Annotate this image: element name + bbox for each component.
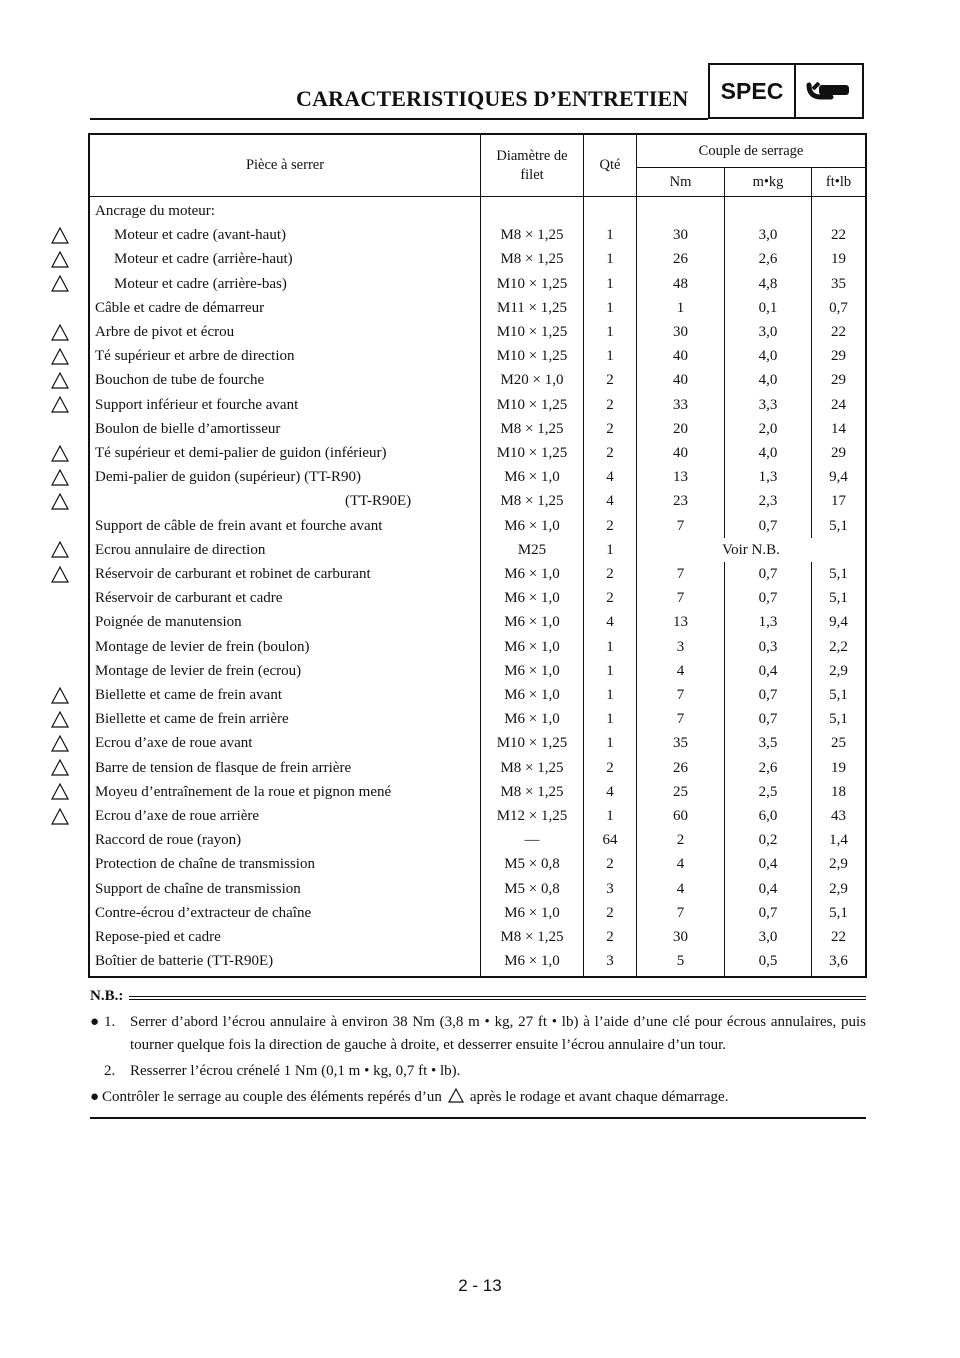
table-row	[89, 610, 866, 634]
table-row	[89, 804, 866, 828]
cell-ftlb: 24	[812, 393, 867, 417]
cell-qty: 4	[584, 465, 637, 489]
cell-qty: 1	[584, 731, 637, 755]
cell-qty: 1	[584, 320, 637, 344]
cell-nm: 30	[637, 320, 725, 344]
cell-mkg: 6,0	[725, 804, 812, 828]
cell-thread: M8 × 1,25	[481, 417, 584, 441]
cell-part: Montage de levier de frein (ecrou)	[95, 662, 302, 679]
cell-thread: M25	[481, 538, 584, 562]
triangle-mark-icon	[50, 347, 70, 365]
cell-nm: 7	[637, 586, 725, 610]
cell-qty: 2	[584, 901, 637, 925]
cell-mkg: 0,7	[725, 707, 812, 731]
table-row	[89, 901, 866, 925]
triangle-mark-icon	[50, 783, 70, 801]
cell-part: Support de chaîne de transmission	[95, 880, 301, 897]
cell-nm: 48	[637, 272, 725, 296]
cell-mkg	[725, 197, 812, 224]
cell-nm: 7	[637, 514, 725, 538]
table-row	[89, 441, 866, 465]
cell-thread: M6 × 1,0	[481, 949, 584, 976]
triangle-mark-icon	[50, 710, 70, 728]
cell-qty: 1	[584, 683, 637, 707]
cell-torque-note: Voir N.B.	[637, 538, 867, 562]
bullet-icon: ●	[90, 1089, 100, 1105]
table-row	[89, 393, 866, 417]
cell-ftlb: 5,1	[812, 562, 867, 586]
cell-thread: M8 × 1,25	[481, 223, 584, 247]
cell-part	[89, 489, 481, 513]
cell-qty	[584, 197, 637, 224]
cell-part: Boîtier de batterie (TT-R90E)	[95, 953, 274, 970]
cell-part: Poignée de manutension	[95, 614, 242, 631]
table-row	[89, 296, 866, 320]
triangle-mark-icon	[50, 493, 70, 511]
cell-qty: 1	[584, 296, 637, 320]
table-row	[89, 247, 866, 271]
cell-thread: M6 × 1,0	[481, 562, 584, 586]
cell-ftlb: 29	[812, 441, 867, 465]
table-row	[89, 344, 866, 368]
table-row	[89, 731, 866, 755]
cell-mkg: 0,1	[725, 296, 812, 320]
table-row	[89, 635, 866, 659]
cell-part: Té supérieur et arbre de direction	[95, 348, 295, 365]
triangle-mark-icon	[50, 323, 70, 341]
table-row	[89, 489, 866, 513]
page-number: 2 - 13	[458, 1276, 502, 1295]
cell-mkg: 2,6	[725, 756, 812, 780]
cell-part: Moteur et cadre (arrière-haut)	[114, 251, 293, 268]
table-row	[89, 465, 866, 489]
cell-qty: 3	[584, 949, 637, 976]
cell-thread: M20 × 1,0	[481, 368, 584, 392]
table-row	[89, 562, 866, 586]
cell-nm: 3	[637, 635, 725, 659]
cell-thread: M6 × 1,0	[481, 659, 584, 683]
cell-nm: 4	[637, 877, 725, 901]
cell-ftlb: 2,9	[812, 852, 867, 876]
note-check	[90, 1086, 866, 1111]
cell-part: Arbre de pivot et écrou	[95, 324, 235, 341]
cell-ftlb: 5,1	[812, 683, 867, 707]
cell-mkg: 0,7	[725, 901, 812, 925]
note-rule	[129, 996, 866, 1000]
cell-part: Moyeu d’entraînement de la roue et pignon mené	[95, 783, 392, 800]
cell-ftlb: 9,4	[812, 610, 867, 634]
cell-qty: 1	[584, 344, 637, 368]
cell-thread	[481, 197, 584, 224]
table-row	[89, 197, 866, 224]
cell-thread: M10 × 1,25	[481, 344, 584, 368]
table-row	[89, 925, 866, 949]
cell-ftlb: 35	[812, 272, 867, 296]
cell-part: Ecrou annulaire de direction	[95, 541, 266, 558]
cell-mkg: 0,2	[725, 828, 812, 852]
cell-part: Ancrage du moteur:	[95, 203, 215, 219]
cell-part-text: (TT-R90E)	[345, 493, 412, 510]
cell-qty: 64	[584, 828, 637, 852]
cell-mkg: 2,6	[725, 247, 812, 271]
cell-qty: 4	[584, 610, 637, 634]
header-nm: Nm	[637, 168, 725, 197]
table-row	[89, 828, 866, 852]
table-row	[89, 877, 866, 901]
cell-ftlb: 14	[812, 417, 867, 441]
cell-mkg: 0,4	[725, 852, 812, 876]
torque-wrench-icon	[796, 65, 862, 117]
cell-thread: M6 × 1,0	[481, 465, 584, 489]
cell-thread: M6 × 1,0	[481, 635, 584, 659]
cell-ftlb: 18	[812, 780, 867, 804]
cell-nm: 40	[637, 441, 725, 465]
cell-mkg: 1,3	[725, 465, 812, 489]
table-row	[89, 707, 866, 731]
cell-nm: 1	[637, 296, 725, 320]
cell-nm: 60	[637, 804, 725, 828]
cell-mkg: 1,3	[725, 610, 812, 634]
cell-part: Boulon de bielle d’amortisseur	[95, 420, 281, 437]
cell-part: Repose-pied et cadre	[95, 929, 221, 946]
cell-ftlb: 29	[812, 368, 867, 392]
cell-ftlb: 9,4	[812, 465, 867, 489]
cell-ftlb: 19	[812, 756, 867, 780]
cell-thread: M6 × 1,0	[481, 586, 584, 610]
cell-thread: M8 × 1,25	[481, 247, 584, 271]
cell-nm: 35	[637, 731, 725, 755]
cell-qty: 2	[584, 514, 637, 538]
cell-thread: M12 × 1,25	[481, 804, 584, 828]
cell-nm: 7	[637, 683, 725, 707]
triangle-mark-icon	[50, 759, 70, 777]
table-row	[89, 756, 866, 780]
cell-qty: 1	[584, 659, 637, 683]
table-row	[89, 538, 866, 562]
cell-part: Demi-palier de guidon (supérieur) (TT-R90)	[95, 469, 362, 486]
cell-nm: 25	[637, 780, 725, 804]
cell-mkg: 4,0	[725, 344, 812, 368]
cell-part: Barre de tension de flasque de frein arrière	[95, 759, 352, 776]
cell-nm: 26	[637, 756, 725, 780]
table-row	[89, 368, 866, 392]
cell-qty: 2	[584, 441, 637, 465]
triangle-mark-icon	[50, 396, 70, 414]
note-item-1-number: 1.	[104, 1014, 116, 1030]
triangle-mark-icon	[50, 541, 70, 559]
cell-thread: M10 × 1,25	[481, 731, 584, 755]
cell-part: Contre-écrou d’extracteur de chaîne	[95, 904, 312, 921]
cell-nm: 7	[637, 707, 725, 731]
cell-mkg: 0,7	[725, 683, 812, 707]
note-item-2-text: Resserrer l’écrou crénelé 1 Nm (0,1 m • kg, 0,7 ft • lb).	[130, 1063, 461, 1079]
cell-part: Bouchon de tube de fourche	[95, 372, 265, 389]
cell-ftlb: 43	[812, 804, 867, 828]
header-mkg: m•kg	[725, 168, 812, 197]
cell-thread: —	[481, 828, 584, 852]
cell-nm: 40	[637, 368, 725, 392]
cell-thread: M8 × 1,25	[481, 756, 584, 780]
cell-qty: 4	[584, 489, 637, 513]
triangle-mark-icon	[50, 565, 70, 583]
cell-ftlb: 29	[812, 344, 867, 368]
cell-thread: M8 × 1,25	[481, 489, 584, 513]
cell-mkg: 2,0	[725, 417, 812, 441]
table-row	[89, 223, 866, 247]
cell-ftlb: 1,4	[812, 828, 867, 852]
cell-part: Biellette et came de frein avant	[95, 687, 282, 704]
cell-qty: 3	[584, 877, 637, 901]
cell-ftlb: 2,9	[812, 659, 867, 683]
table-row	[89, 272, 866, 296]
cell-ftlb: 5,1	[812, 586, 867, 610]
cell-part: Biellette et came de frein arrière	[95, 711, 289, 728]
cell-qty: 2	[584, 393, 637, 417]
cell-ftlb: 5,1	[812, 707, 867, 731]
cell-ftlb: 0,7	[812, 296, 867, 320]
cell-part: Montage de levier de frein (boulon)	[95, 638, 310, 655]
note-item-1-text: Serrer d’abord l’écrou annulaire à environ 38 Nm (3,8 m • kg, 27 ft • lb) à l’aide d’une clé pour écrous annulaires, puis tourner quelque fois la direction de gauche à droite, et desserrer ensuite l’écrou annulaire d’un tour.	[130, 1014, 866, 1053]
cell-mkg: 3,0	[725, 223, 812, 247]
cell-part: Raccord de roue (rayon)	[95, 832, 242, 849]
cell-qty: 1	[584, 635, 637, 659]
spec-label: SPEC	[710, 65, 796, 117]
table-row	[89, 659, 866, 683]
note-item-2-number: 2.	[104, 1063, 116, 1079]
cell-mkg: 0,4	[725, 659, 812, 683]
cell-nm: 7	[637, 562, 725, 586]
cell-ftlb: 22	[812, 925, 867, 949]
cell-qty: 1	[584, 272, 637, 296]
cell-mkg: 4,0	[725, 441, 812, 465]
triangle-mark-icon	[50, 686, 70, 704]
spec-badge	[708, 63, 864, 119]
triangle-mark-icon	[50, 372, 70, 390]
table-row	[89, 852, 866, 876]
cell-part: Support inférieur et fourche avant	[95, 396, 299, 413]
page-title: CARACTERISTIQUES D’ENTRETIEN	[296, 86, 689, 111]
cell-thread: M5 × 0,8	[481, 877, 584, 901]
cell-ftlb: 17	[812, 489, 867, 513]
cell-qty: 2	[584, 417, 637, 441]
header-thread: Diamètre de filet	[481, 134, 584, 197]
cell-part: Protection de chaîne de transmission	[95, 856, 315, 873]
cell-ftlb: 5,1	[812, 901, 867, 925]
cell-nm: 40	[637, 344, 725, 368]
cell-part: Réservoir de carburant et cadre	[95, 590, 283, 607]
note-label: N.B.:	[90, 987, 124, 1004]
cell-qty: 1	[584, 804, 637, 828]
cell-thread: M10 × 1,25	[481, 441, 584, 465]
cell-ftlb	[812, 197, 867, 224]
cell-nm: 5	[637, 949, 725, 976]
cell-qty: 1	[584, 538, 637, 562]
header-ftlb: ft•lb	[812, 168, 867, 197]
cell-thread: M10 × 1,25	[481, 320, 584, 344]
cell-thread: M8 × 1,25	[481, 780, 584, 804]
cell-nm: 4	[637, 659, 725, 683]
cell-mkg: 3,3	[725, 393, 812, 417]
cell-nm: 30	[637, 223, 725, 247]
cell-qty: 2	[584, 852, 637, 876]
cell-ftlb: 3,6	[812, 949, 867, 976]
cell-mkg: 3,5	[725, 731, 812, 755]
cell-mkg: 2,3	[725, 489, 812, 513]
cell-part: Réservoir de carburant et robinet de carburant	[95, 566, 371, 583]
cell-part: Té supérieur et demi-palier de guidon (inférieur)	[95, 445, 387, 462]
cell-nm: 7	[637, 901, 725, 925]
note-block	[90, 985, 866, 1119]
triangle-mark-icon	[50, 444, 70, 462]
cell-ftlb: 2,2	[812, 635, 867, 659]
table-row	[89, 417, 866, 441]
cell-qty: 2	[584, 586, 637, 610]
cell-mkg: 0,4	[725, 877, 812, 901]
note-check-after: après le rodage et avant chaque démarrage.	[469, 1089, 729, 1105]
table-row	[89, 949, 866, 976]
header-torque: Couple de serrage	[637, 134, 867, 168]
cell-part: Ecrou d’axe de roue avant	[95, 735, 253, 752]
cell-qty: 2	[584, 368, 637, 392]
note-bottom-rule	[90, 1117, 866, 1119]
cell-ftlb: 22	[812, 320, 867, 344]
cell-mkg: 3,0	[725, 925, 812, 949]
triangle-mark-icon	[50, 468, 70, 486]
cell-nm: 20	[637, 417, 725, 441]
cell-nm: 2	[637, 828, 725, 852]
table-row	[89, 683, 866, 707]
bullet-icon: ●	[90, 1014, 100, 1030]
cell-ftlb: 25	[812, 731, 867, 755]
triangle-mark-icon	[50, 735, 70, 753]
cell-mkg: 0,7	[725, 586, 812, 610]
cell-ftlb: 22	[812, 223, 867, 247]
cell-thread: M11 × 1,25	[481, 296, 584, 320]
triangle-mark-icon	[50, 251, 70, 269]
cell-mkg: 4,0	[725, 368, 812, 392]
cell-qty: 4	[584, 780, 637, 804]
note-item-2	[90, 1060, 866, 1083]
cell-nm: 13	[637, 610, 725, 634]
cell-mkg: 3,0	[725, 320, 812, 344]
cell-mkg: 2,5	[725, 780, 812, 804]
cell-nm: 23	[637, 489, 725, 513]
cell-nm: 33	[637, 393, 725, 417]
cell-mkg: 0,7	[725, 562, 812, 586]
table-row	[89, 780, 866, 804]
cell-nm: 4	[637, 852, 725, 876]
table-row	[89, 320, 866, 344]
cell-nm: 13	[637, 465, 725, 489]
triangle-mark-icon	[50, 807, 70, 825]
triangle-mark-icon	[448, 1088, 464, 1111]
cell-thread: M6 × 1,0	[481, 901, 584, 925]
cell-nm: 30	[637, 925, 725, 949]
cell-mkg: 0,5	[725, 949, 812, 976]
cell-qty: 1	[584, 223, 637, 247]
cell-thread: M8 × 1,25	[481, 925, 584, 949]
table-row	[89, 586, 866, 610]
cell-mkg: 0,3	[725, 635, 812, 659]
note-check-before: Contrôler le serrage au couple des éléments repérés d’un	[102, 1089, 442, 1105]
cell-ftlb: 19	[812, 247, 867, 271]
cell-part: Câble et cadre de démarreur	[95, 299, 265, 316]
cell-mkg: 0,7	[725, 514, 812, 538]
cell-part: Moteur et cadre (arrière-bas)	[114, 275, 287, 292]
cell-thread: M10 × 1,25	[481, 272, 584, 296]
cell-thread: M6 × 1,0	[481, 683, 584, 707]
torque-spec-table	[88, 133, 867, 978]
cell-qty: 2	[584, 756, 637, 780]
cell-qty: 1	[584, 707, 637, 731]
cell-thread: M5 × 0,8	[481, 852, 584, 876]
cell-mkg: 4,8	[725, 272, 812, 296]
cell-nm	[637, 197, 725, 224]
cell-thread: M10 × 1,25	[481, 393, 584, 417]
cell-qty: 2	[584, 562, 637, 586]
cell-ftlb: 2,9	[812, 877, 867, 901]
cell-nm: 26	[637, 247, 725, 271]
cell-part: Support de câble de frein avant et fourche avant	[95, 517, 383, 534]
header-rule	[90, 118, 708, 120]
cell-qty: 2	[584, 925, 637, 949]
cell-qty: 1	[584, 247, 637, 271]
cell-thread: M6 × 1,0	[481, 707, 584, 731]
header-part: Pièce à serrer	[245, 157, 325, 174]
table-row	[89, 514, 866, 538]
cell-thread: M6 × 1,0	[481, 514, 584, 538]
note-item-1	[90, 1011, 866, 1057]
cell-part: Ecrou d’axe de roue arrière	[95, 808, 260, 825]
cell-part: Moteur et cadre (avant-haut)	[114, 227, 286, 244]
cell-ftlb: 5,1	[812, 514, 867, 538]
cell-thread: M6 × 1,0	[481, 610, 584, 634]
triangle-mark-icon	[50, 275, 70, 293]
triangle-mark-icon	[50, 226, 70, 244]
header-qty: Qté	[584, 134, 637, 197]
